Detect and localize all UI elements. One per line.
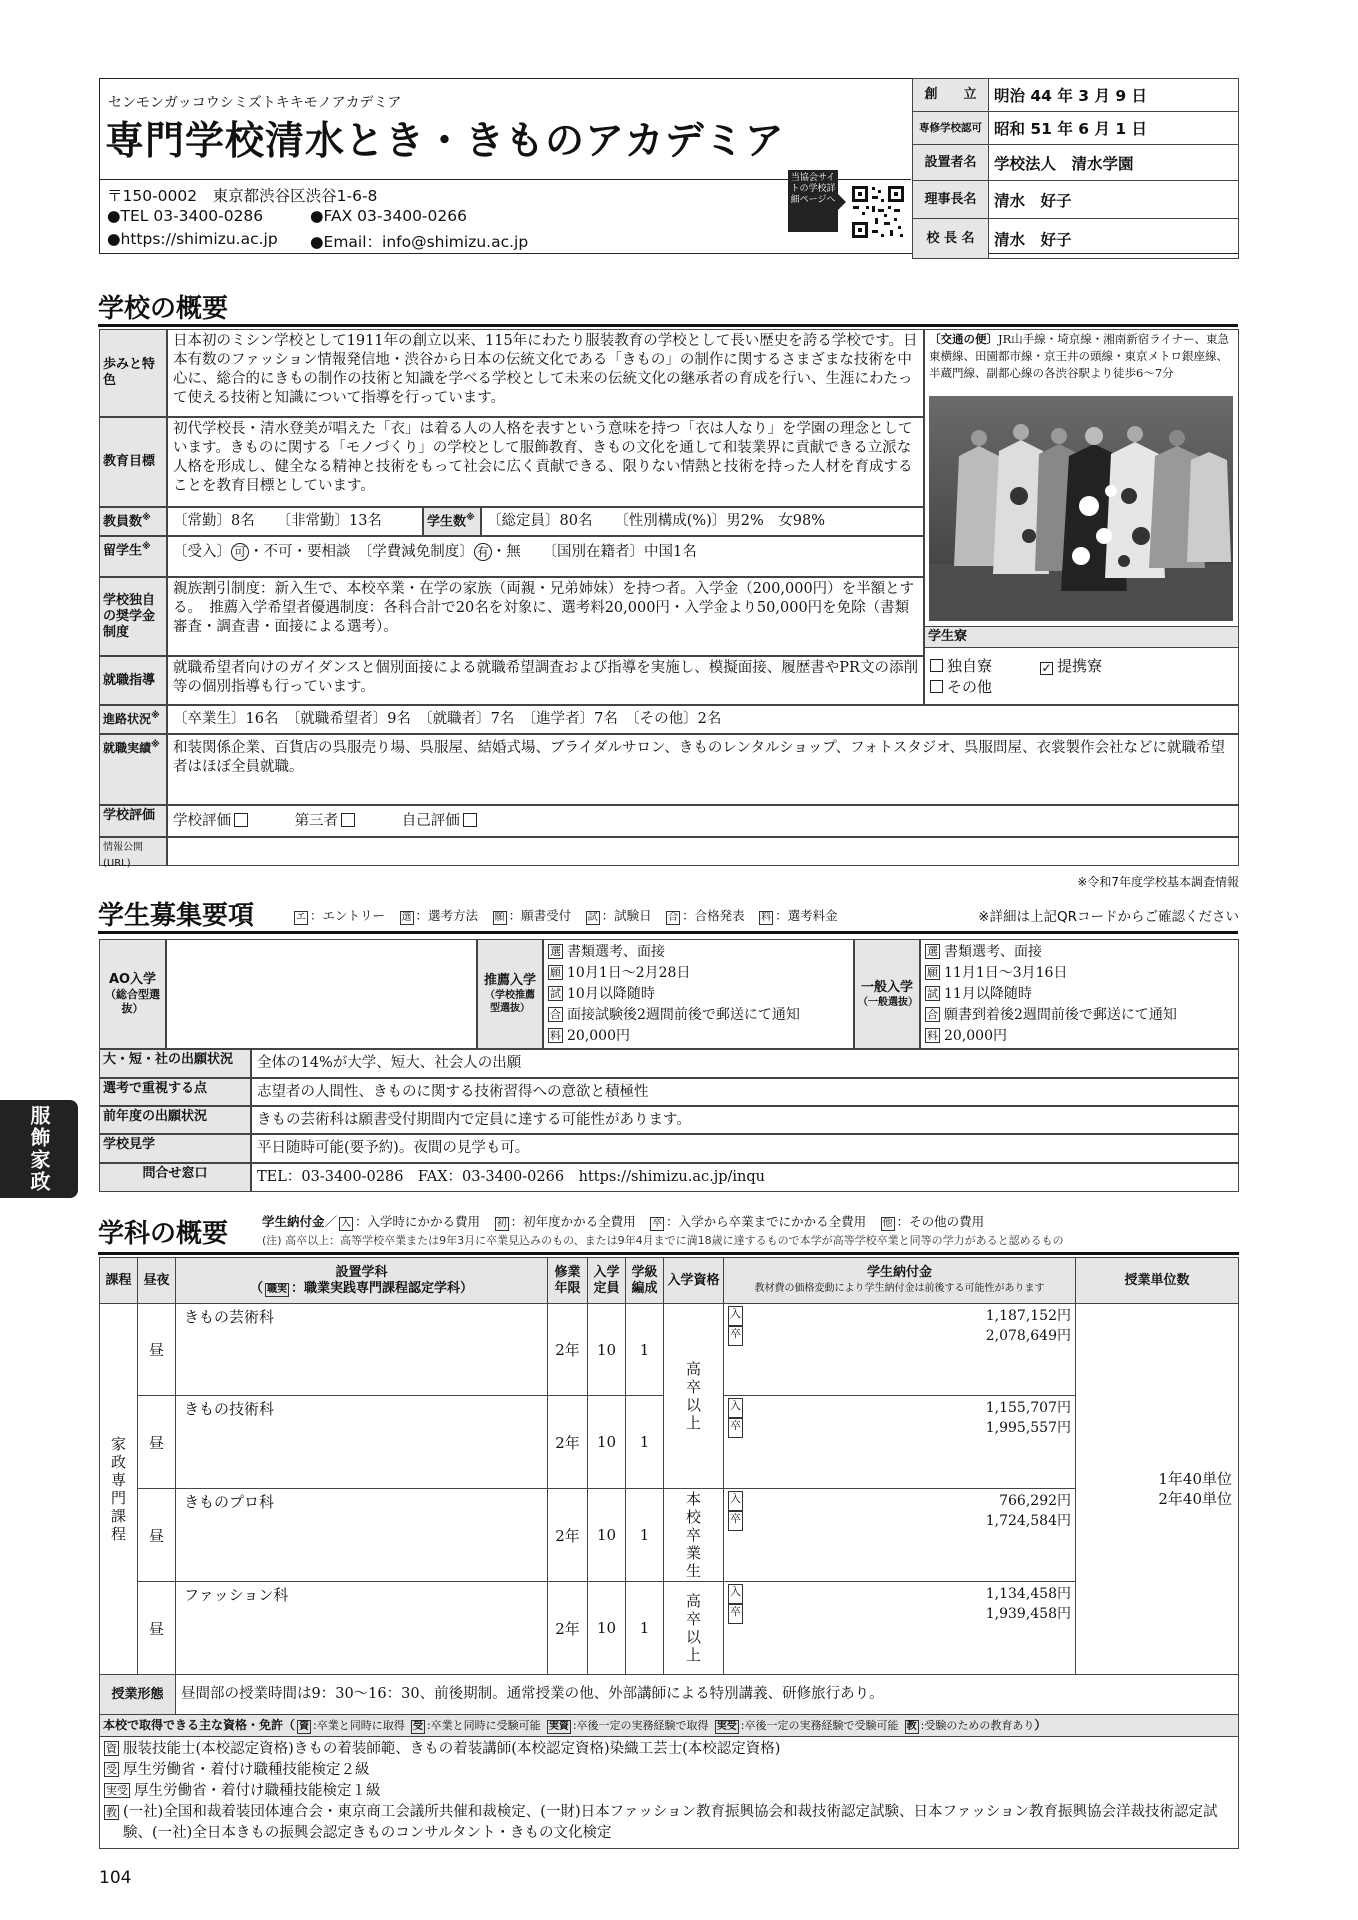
ippan-label: 一般入学 （一般選抜） [854, 939, 920, 1049]
checkbox-icon [930, 659, 943, 672]
disclosure-label: 情報公開(URL) [99, 837, 167, 866]
class-form-label: 授業形態 [100, 1675, 176, 1715]
qr-label: 当協会サイトの学校詳細ページへ [788, 170, 838, 232]
email-link[interactable]: ●Email：info@shimizu.ac.jp [310, 233, 529, 251]
scholar-label: 学校独自の奨学金制度 [99, 577, 167, 656]
recruit-row-text: 全体の14%が大学、短大、社会人の出願 [251, 1049, 1239, 1078]
recruit-legend-note: ※詳細は上記QRコードからご確認ください [978, 909, 1239, 925]
eval-items: 学校評価 第三者 自己評価 [167, 805, 1239, 837]
class-form-text: 昼間部の授業時間は9：30～16：30、前後期制。通常授業の他、外部講師による特別講義、研修旅行あり。 [176, 1675, 1239, 1715]
jobs-label: 就職実績※ [99, 734, 167, 805]
staff-text: 〔常勤〕8名 〔非常勤〕13名 [167, 507, 423, 536]
recruit-row-label: 選考で重視する点 [99, 1078, 251, 1106]
goal-text: 初代学校長・清水登美が唱えた「衣」は着る人の人格を表すという意味を持つ「衣は人なり」を学園の理念としています。きものに関する「モノづくり」の学校として服飾教育、きもの文化を通して和装業界に貢献できる立派な人格を形成し、健全なる精神と技術をもって社会に広く貢献できる、限りない情熱と技術を持った人材を育成することを教育目標としています。 [167, 417, 924, 507]
access-text: 〔交通の便〕JR山手線・埼京線・湘南新宿ライナー、東急東横線、田園都市線・京王井の頭線・東京メトロ銀座線、半蔵門線、副都心線の各渋谷駅より徒歩6～7分 [929, 332, 1229, 380]
path-label: 進路状況※ [99, 705, 167, 734]
history-text: 日本初のミシン学校として1911年の創立以来、115年にわたり服装教育の学校として長い歴史を誇る学校です。日本有数のファッション情報発信地・渋谷から日本の伝統文化である「きもの」の制作に関するさまざまな技術を中心に、総合的にきもの制作の技術と知識を学べる学校として未来の伝統文化の継承者の育成を行い、生涯にわたって使える技術と知識について指導を行っています。 [167, 329, 924, 417]
career-label: 就職指導 [99, 656, 167, 705]
intl-label: 留学生※ [99, 536, 167, 577]
career-text: 就職希望者向けのガイダンスと個別面接による就職希望調査および指導を実施し、模擬面接、履歴書やPR文の添削等の個別指導も行っています。 [167, 656, 924, 705]
intl-text: 〔受入〕 可 ・不可・要相談 〔学費減免制度〕 有 ・無 〔国別在籍者〕中国1名 [167, 536, 924, 577]
path-text: 〔卒業生〕16名 〔就職希望者〕9名 〔就職者〕7名 〔進学者〕7名 〔その他〕2名 [167, 705, 1239, 734]
overview-heading: 学校の概要 [98, 288, 1238, 327]
fax: ●FAX 03-3400-0266 [310, 207, 467, 225]
scholar-text: 親族割引制度：新入生で、本校卒業・在学の家族（両親・兄弟姉妹）を持つ者。入学金（200,000円）を半額とする。 推薦入学希望者優遇制度：各科合計で20名を対象に、選考料20,000円・入学金より50,000円を免除（書類審査・調査書・面接による選考）。 [167, 577, 924, 656]
kimono-photo [929, 396, 1233, 621]
course-name: 家政専門課程 [100, 1304, 138, 1675]
dept-heading: 学科の概要 [98, 1219, 229, 1249]
school-kana: センモンガッコウシミズトキキモノアカデミア [108, 95, 402, 111]
students-text: 〔総定員〕80名 〔性別構成(%)〕男2% 女98% [481, 507, 924, 536]
ippan-content: 選 書類選考、面接 願 11月1日～3月16日 試 11月以降随時 合 願書到着後2週間前後で郵送にて通知 料 20,000円 [920, 939, 1239, 1049]
license-list: 資 服装技能士(本校認定資格)きもの着装師範、きもの着装講師(本校認定資格)染織工芸士(本校認定資格) 受 厚生労働省・着付け職種技能検定２級 実受 厚生労働省・着付け職種技能検定１級 教 (一社)全国和裁着装団体連合会・東京商工会議所共催和裁検定、(一財)日本ファッション教育振興協会和裁技術認定試験、日本ファッション教育振興協会洋裁技術認定試験、(一社)全日本きもの振興会認定きものコンサルタント・きもの文化検定 [100, 1737, 1239, 1849]
checkbox-icon [341, 813, 355, 827]
credits: 1年40単位 2年40単位 [1076, 1304, 1239, 1675]
eval-label: 学校評価 [99, 805, 167, 837]
dept-row: 昼 きものプロ科 2年 10 1 本校卒業生 入 766,292円 卒 1,724,584円 [100, 1489, 1239, 1582]
checkbox-icon [234, 813, 248, 827]
recruit-row-label: 大・短・社の出願状況 [99, 1049, 251, 1078]
contact-label: 問合せ窓口 [99, 1163, 251, 1192]
school-title: 専門学校清水とき・きものアカデミア [105, 119, 785, 164]
recruit-row-label: 前年度の出願状況 [99, 1106, 251, 1134]
suisen-label: 推薦入学 （学校推薦型選抜） [477, 939, 543, 1049]
fee-legend: 学生納付金／ 入 ：入学時にかかる費用 初 ：初年度かかる全費用 卒 ：入学から卒業までにかかる全費用 他 ：その他の費用 [262, 1214, 985, 1229]
dorm-option-own: 独自寮 [930, 655, 992, 676]
staff-label: 教員数※ [99, 507, 167, 536]
page-number: 104 [99, 1868, 132, 1888]
qualification: 高卒以上 [664, 1304, 724, 1489]
qualification: 本校卒業生 [664, 1489, 724, 1582]
recruit-row-text: きもの芸術科は願書受付期間内で定員に達する可能性があります。 [251, 1106, 1239, 1134]
dept-row: 家政専門課程 昼 きもの芸術科 2年 10 1 高卒以上 入 1,187,152円 卒 2,078,649円 1年40単位 2年40単位 [100, 1304, 1239, 1396]
suisen-content: 選 書類選考、面接 願 10月1日～2月28日 試 10月以降随時 合 面接試験後2週間前後で郵送にて通知 料 20,000円 [543, 939, 854, 1049]
jobs-text: 和装関係企業、百貨店の呉服売り場、呉服屋、結婚式場、ブライダルサロン、きものレンタルショップ、フォトスタジオ、呉服問屋、衣裳製作会社などに就職希望者はほぼ全員就職。 [167, 734, 1239, 805]
recruit-row-label: 学校見学 [99, 1134, 251, 1163]
students-label: 学生数※ [423, 507, 481, 536]
circle-fee: 有 [474, 543, 492, 561]
contact-text[interactable]: TEL：03-3400-0286 FAX：03-3400-0266 https://shimizu.ac.jp/inqu [251, 1163, 1239, 1192]
recruit-heading: 学生募集要項 [98, 895, 1238, 934]
survey-footnote: ※令和7年度学校基本調査情報 [1077, 875, 1239, 889]
history-label: 歩みと特色 [99, 329, 167, 417]
dorm-option-partner: ✓ 提携寮 [1041, 657, 1103, 675]
ao-label: AO入学 （総合型選抜） [99, 939, 166, 1049]
goal-label: 教育目標 [99, 417, 167, 507]
checkbox-checked-icon: ✓ [1041, 661, 1052, 675]
dorm-option-other: その他 [930, 676, 992, 697]
school-info-table: 創 立 明治 44 年 3 月 9 日 専修学校認可 昭和 51 年 6 月 1 日 設置者名 学校法人 清水学園 理事長名 清水 好子 校 長 名 清水 好子 [912, 78, 1239, 259]
recruit-row-text: 志望者の人間性、きものに関する技術習得への意欲と積極性 [251, 1078, 1239, 1106]
fee-note: (注) 高卒以上：高等学校卒業または9年3月に卒業見込みのもの、または9年4月までに満18歳に達するもので本学が高等学校卒業と同等の学力があると認めるもの [262, 1234, 1064, 1247]
tel: ●TEL 03-3400-0286 [107, 207, 264, 225]
checkbox-icon [463, 813, 477, 827]
license-header: 本校で取得できる主な資格・免許（ 資 :卒業と同時に取得 受 :卒業と同時に受験可能 実資 :卒後一定の実務経験で取得 実受 :卒後一定の実務経験で受験可能 教 :受験のための教育あり） [100, 1715, 1239, 1737]
qr-code[interactable] [850, 184, 906, 240]
qualification: 高卒以上 [664, 1582, 724, 1675]
address: 〒150-0002 東京都渋谷区渋谷1-6-8 [107, 187, 378, 205]
ao-content [166, 939, 477, 1049]
dept-table: 課程 昼夜 設置学科 （ 職実 ：職業実践専門課程認定学科） 修業年限 入学定員 学級編成 入学資格 学生納付金 教材費の価格変動により学生納付金は前後する可能性があります 授業単位数 家政専門課程 昼 きもの芸術科 2年 10 1 高卒以上 入 1,187,152円 卒 2,078,649円 1年40単位 2年40単位 昼 きもの技術科 2年 10 1 入 1,155,707円 卒 1,995,557円 昼 きものプロ科 2年 10 1 本校卒業生 入 766,292円 卒 1,724,584円 昼 ファッション科 2年 10 1 高卒以上 入 1,134,458円 卒 1,939,458円 授業形態 昼間部の授業時間は9：30～16：30、前後期制。通常授業の他、外部講師による特別講義、研修旅行あり。 本校で取得できる主な資格・免許（ 資 :卒業と同時に取得 受 :卒業と同時に受験可能 実資 :卒後一定の実務経験で取得 実受 :卒後一定の実務経験で受験可能 教 :受験のための教育あり） 資 服装技能士(本校認定資格)きもの着装師範、きもの着装講師(本校認定資格)染織工芸士(本校認定資格) 受 厚生労働省・着付け職種技能検定２級 実受 厚生労働省・着付け職種技能検定１級 教 (一社)全国和裁着装団体連合会・東京商工会議所共催和裁検定、(一財)日本ファッション教育振興協会和裁技術認定試験、日本ファッション教育振興協会洋裁技術認定試験、(一社)全日本きもの振興会認定きものコンサルタント・きもの文化検定 [99, 1257, 1239, 1849]
dorm-label: 学生寮 [924, 626, 1239, 648]
side-tab[interactable]: 服飾家政 [0, 1100, 78, 1198]
dept-row: 昼 きもの技術科 2年 10 1 入 1,155,707円 卒 1,995,557円 [100, 1396, 1239, 1489]
website-link[interactable]: ●https://shimizu.ac.jp [107, 230, 278, 248]
circle-accept: 可 [231, 543, 249, 561]
dept-row: 昼 ファッション科 2年 10 1 高卒以上 入 1,134,458円 卒 1,939,458円 [100, 1582, 1239, 1675]
recruit-legend: エ ：エントリー 選 ：選考方法 願 ：願書受付 試 ：試験日 合 ：合格発表 料 ：選考料金 [296, 908, 838, 923]
checkbox-icon [930, 680, 943, 693]
disclosure-text [167, 837, 1239, 866]
recruit-row-text: 平日随時可能(要予約)。夜間の見学も可。 [251, 1134, 1239, 1163]
